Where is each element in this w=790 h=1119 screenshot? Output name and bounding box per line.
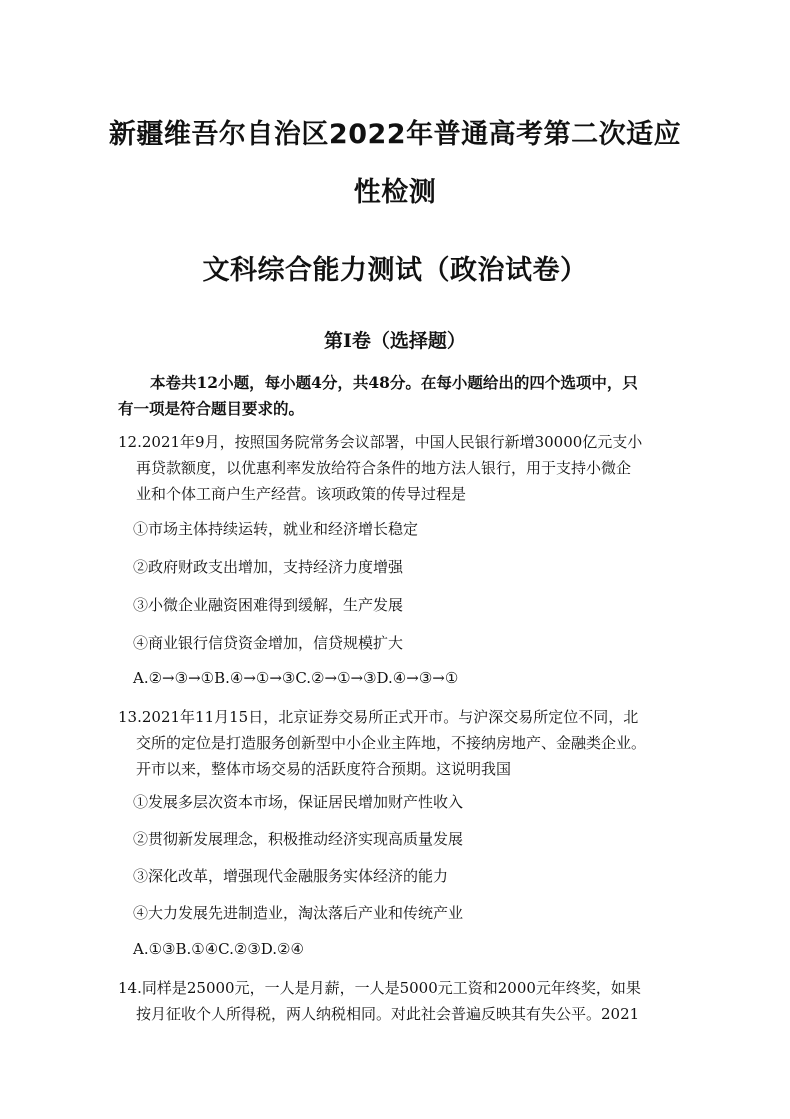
- exam-title-line1: 新疆维吾尔自治区2022年普通高考第二次适应: [108, 119, 682, 150]
- question-12-option-1: ①市场主体持续运转，就业和经济增长稳定: [133, 520, 419, 538]
- question-stem-line: 开市以来，整体市场交易的活跃度符合预期。这说明我国: [136, 760, 512, 778]
- question-stem-line: 业和个体工商户生产经营。该项政策的传导过程是: [136, 485, 467, 503]
- section-intro-line1: 本卷共12小题，每小题4分，共48分。在每小题给出的四个选项中，只: [150, 373, 638, 392]
- question-12-stem: [118, 429, 688, 507]
- question-12-option-2: ②政府财政支出增加，支持经济力度增强: [133, 558, 404, 576]
- exam-title-line2: 性检测: [353, 177, 437, 208]
- question-13-choices: A.①③B.①④C.②③D.②④: [133, 940, 304, 958]
- question-13-option-3: ③深化改革，增强现代金融服务实体经济的能力: [133, 867, 449, 885]
- question-13-option-4: ④大力发展先进制造业，淘汰落后产业和传统产业: [133, 904, 464, 922]
- section-intro-line2: 有一项是符合题目要求的。: [118, 399, 305, 418]
- question-12-option-4: ④商业银行信贷资金增加，信贷规模扩大: [133, 634, 404, 652]
- question-stem-line: 13.2021年11月15日，北京证券交易所正式开市。与沪深交易所定位不同，北: [118, 708, 639, 726]
- question-12-option-3: ③小微企业融资困难得到缓解，生产发展: [133, 596, 404, 614]
- question-13-option-1: ①发展多层次资本市场，保证居民增加财产性收入: [133, 793, 464, 811]
- question-13-option-2: ②贯彻新发展理念，积极推动经济实现高质量发展: [133, 830, 464, 848]
- question-stem-line: 再贷款额度，以优惠利率发放给符合条件的地方法人银行，用于支持小微企: [136, 459, 632, 477]
- exam-subtitle: 文科综合能力测试（政治试卷）: [202, 255, 588, 286]
- question-stem-line: 按月征收个人所得税，两人纳税相同。对此社会普遍反映其有失公平。2021: [136, 1005, 640, 1023]
- section-title: 第Ⅰ卷（选择题）: [324, 330, 466, 352]
- section-intro: [118, 370, 678, 422]
- question-13-stem: [118, 704, 688, 782]
- question-stem-line: 交所的定位是打造服务创新型中小企业主阵地，不接纳房地产、金融类企业。: [136, 734, 647, 752]
- question-12-choices: A.②→③→①B.④→①→③C.②→①→③D.④→③→①: [133, 669, 459, 687]
- question-14-stem: [118, 975, 688, 1027]
- question-stem-line: 12.2021年9月，按照国务院常务会议部署，中国人民银行新增30000亿元支小: [118, 433, 643, 451]
- question-stem-line: 14.同样是25000元，一人是月薪，一人是5000元工资和2000元年终奖，如果: [118, 979, 641, 997]
